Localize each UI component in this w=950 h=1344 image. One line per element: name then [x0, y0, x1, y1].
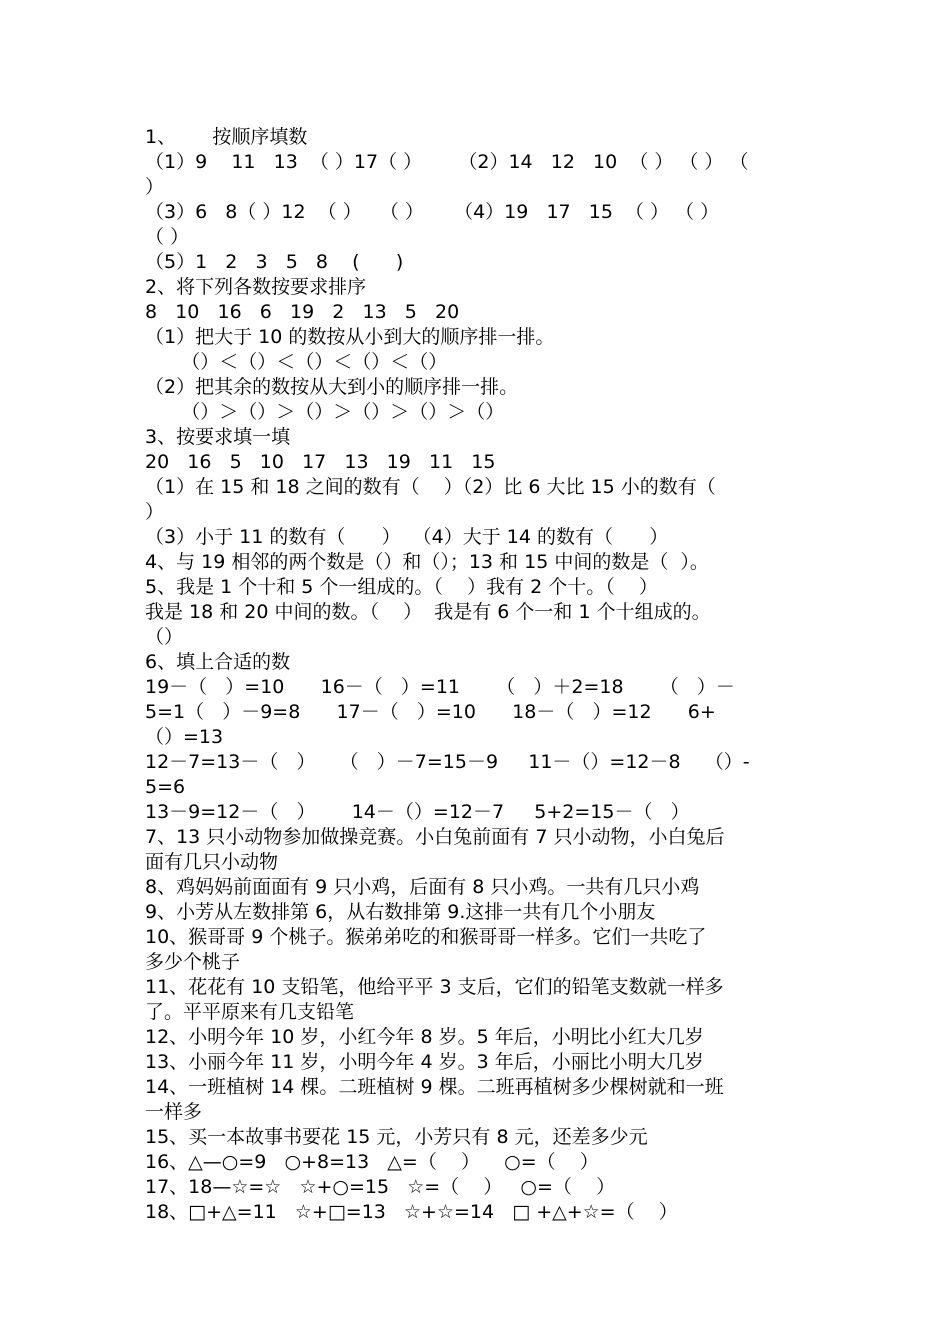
q2-part1-text: （1）把大于 10 的数按从小到大的顺序排一排。 [145, 326, 555, 348]
q3-part3-part4: （3）小于 11 的数有（ ） （4）大于 14 的数有（ ） [145, 526, 669, 548]
question-14-line1: 14、一班植树 14 棵。二班植树 9 棵。二班再植树多少棵树就和一班 [145, 1076, 724, 1098]
section-1-heading: 1、 按顺序填数 [145, 126, 308, 148]
question-11-line1: 11、花花有 10 支铅笔，他给平平 3 支后，它们的铅笔支数就一样多 [145, 976, 724, 998]
section-2-heading: 2、将下列各数按要求排序 [145, 276, 367, 298]
question-13: 13、小丽今年 11 岁，小明今年 4 岁。3 年后，小丽比小明大几岁 [145, 1051, 704, 1073]
q1-part5: （5）1 2 3 5 8 ( ) [145, 251, 404, 273]
q2-number-list: 8 10 16 6 19 2 13 5 20 [145, 301, 460, 323]
question-7-line1: 7、13 只小动物参加做操竞赛。小白兔前面有 7 只小动物，小白兔后 [145, 826, 725, 848]
question-5-line1: 5、我是 1 个十和 5 个一组成的。（ ）我有 2 个十。（ ） [145, 576, 658, 598]
question-15: 15、买一本故事书要花 15 元，小芳只有 8 元，还差多少元 [145, 1126, 648, 1148]
q2-part2-text: （2）把其余的数按从大到小的顺序排一排。 [145, 376, 519, 398]
q2-part1-blanks: （）＜（）＜（）＜（）＜（） [145, 351, 448, 373]
q1-part4-wrap: （ ） [145, 226, 190, 248]
q6-line2: 5=1（ ）－9=8 17－（ ）=10 18－（ ）=12 6+ [145, 701, 716, 723]
section-3-heading: 3、按要求填一填 [145, 426, 291, 448]
q2-part2-blanks: （）＞（）＞（）＞（）＞（）＞（） [145, 401, 505, 423]
q6-line4: 12－7=13－（ ） （ ）－7=15－9 11－（）=12－8 （）- [145, 751, 750, 773]
q6-line3: （）=13 [145, 726, 224, 748]
question-10-line2: 多少个桃子 [145, 951, 241, 973]
q3-part2-wrap: ） [145, 501, 165, 523]
question-5-wrap: （） [145, 626, 184, 648]
question-11-line2: 了。平平原来有几支铅笔 [145, 1001, 355, 1023]
question-8: 8、鸡妈妈前面面有 9 只小鸡，后面有 8 只小鸡。一共有几只小鸡 [145, 876, 700, 898]
question-9: 9、小芳从左数排第 6，从右数排第 9.这排一共有几个小朋友 [145, 901, 656, 923]
q1-part2-wrap: ） [145, 176, 165, 198]
question-18: 18、□+△=11 ☆+□=13 ☆+☆=14 □ +△+☆=（ ） [145, 1201, 678, 1223]
section-6-heading: 6、填上合适的数 [145, 651, 291, 673]
question-14-line2: 一样多 [145, 1101, 203, 1123]
q6-line6: 13－9=12－（ ） 14－（）=12－7 5+2=15－（ ） [145, 801, 690, 823]
question-7-line2: 面有几只小动物 [145, 851, 279, 873]
q6-line5: 5=6 [145, 776, 186, 798]
question-10-line1: 10、猴哥哥 9 个桃子。猴弟弟吃的和猴哥哥一样多。它们一共吃了 [145, 926, 707, 948]
q1-part3-part4: （3）6 8（ ）12 （ ） （ ） （4）19 17 15 （ ） （ ） [145, 201, 720, 223]
q1-part1-part2: （1）9 11 13 （ ）17（ ） （2）14 12 10 （ ） （ ） （ [145, 151, 749, 173]
question-4: 4、与 19 相邻的两个数是（）和（）；13 和 15 中间的数是（ ）。 [145, 551, 709, 573]
q3-part1-part2: （1）在 15 和 18 之间的数有（ ）（2）比 6 大比 15 小的数有（ [145, 476, 716, 498]
question-12: 12、小明今年 10 岁，小红今年 8 岁。5 年后，小明比小红大几岁 [145, 1026, 704, 1048]
question-16: 16、△—○=9 ○+8=13 △=（ ） ○=（ ） [145, 1151, 599, 1173]
q3-number-list: 20 16 5 10 17 13 19 11 15 [145, 451, 496, 473]
question-5-line2: 我是 18 和 20 中间的数。（ ） 我是有 6 个一和 1 个十组成的。 [145, 601, 711, 623]
q6-line1: 19－（ ）=10 16－（ ）=11 （ ）＋2=18 （ ）－ [145, 676, 735, 698]
question-17: 17、18—☆=☆ ☆+○=15 ☆=（ ） ○=（ ） [145, 1176, 616, 1198]
